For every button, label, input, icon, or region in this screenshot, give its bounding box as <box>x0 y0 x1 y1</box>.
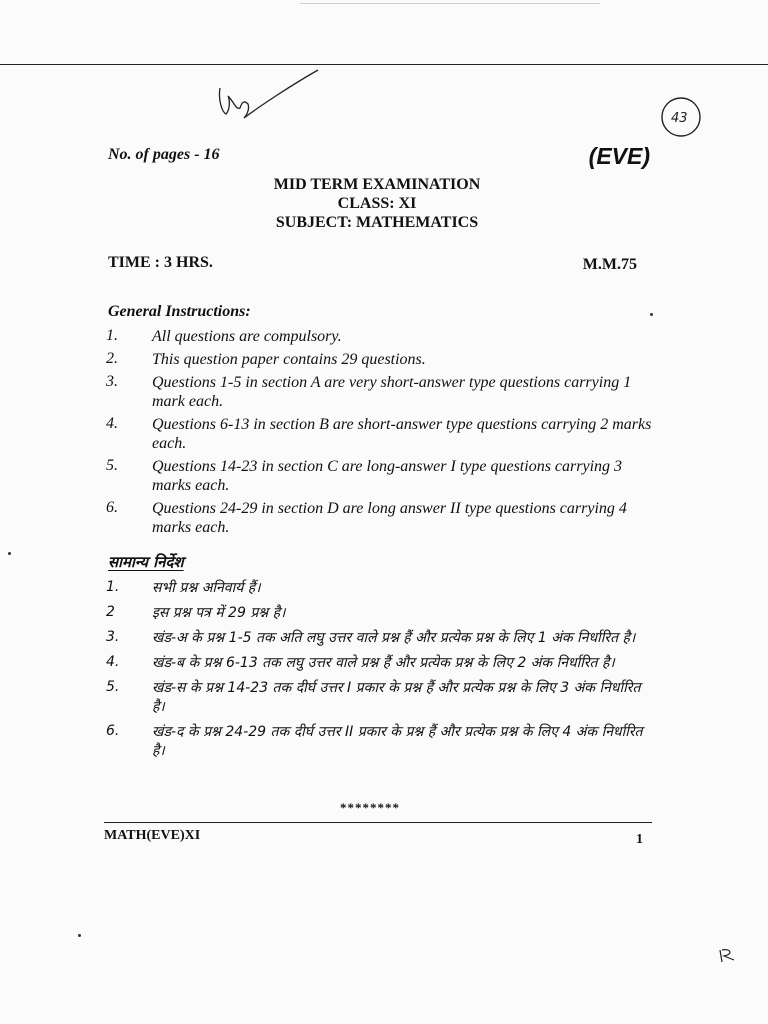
item-text: खंड-द के प्रश्न 24-29 तक दीर्घ उत्तर II प्रकार के प्रश्न हैं और प्रत्येक प्रश्न के लिए 4 अंक निर्धारित है। <box>152 724 643 759</box>
instructions-heading: General Instructions: <box>108 303 251 320</box>
list-item <box>106 654 656 673</box>
item-text: This question paper contains 29 questions. <box>152 351 426 368</box>
maximum-marks: M.M.75 <box>582 256 637 273</box>
item-text: खंड-अ के प्रश्न 1-5 तक अति लघु उत्तर वाले प्रश्न हैं और प्रत्येक प्रश्न के लिए 1 अंक निर्धारित है। <box>152 630 636 646</box>
page-count: No. of pages - 16 <box>108 146 220 163</box>
item-text: खंड-स के प्रश्न 14-23 तक दीर्घ उत्तर I प्रकार के प्रश्न हैं और प्रत्येक प्रश्न के लिए 3 अंक निर्धारित है। <box>152 680 641 715</box>
scan-edge-line <box>300 3 600 4</box>
scan-speck <box>8 552 11 555</box>
item-number: 1. <box>106 579 120 595</box>
list-item <box>106 327 656 346</box>
corner-pen-mark <box>716 946 740 966</box>
class-title: CLASS: XI <box>337 195 417 212</box>
item-text: Questions 14-23 in section C are long-answer I type questions carrying 3 marks each. <box>152 458 623 494</box>
scan-speck <box>78 934 81 937</box>
item-text: इस प्रश्न पत्र में 29 प्रश्न है। <box>152 605 286 621</box>
hindi-instructions-heading: सामान्य निर्देश <box>108 553 184 571</box>
list-item <box>106 723 656 761</box>
footer-rule <box>104 822 652 823</box>
list-item <box>106 499 656 537</box>
list-item <box>106 604 656 623</box>
subject-title: SUBJECT: MATHEMATICS <box>275 214 479 231</box>
separator-stars: ******** <box>340 800 400 815</box>
item-number: 6. <box>106 723 120 739</box>
item-text: Questions 24-29 in section D are long answer II type questions carrying 4 marks each. <box>152 500 627 536</box>
page-number: 1 <box>636 832 643 847</box>
item-number: 5. <box>106 457 118 474</box>
item-number: 3. <box>106 373 118 390</box>
instructions-list <box>106 327 656 537</box>
item-number: 6. <box>106 499 118 516</box>
exam-title: MID TERM EXAMINATION <box>273 176 481 193</box>
list-item <box>106 415 656 453</box>
top-rule <box>0 64 768 65</box>
handwritten-signature <box>200 66 330 126</box>
scan-speck <box>650 313 653 316</box>
item-number: 3. <box>106 629 120 645</box>
list-item <box>106 629 656 648</box>
footer-code: MATH(EVE)XI <box>104 828 201 843</box>
list-item <box>106 373 656 411</box>
item-number: 2. <box>106 350 118 367</box>
item-number: 4. <box>106 415 118 432</box>
item-number: 5. <box>106 679 120 695</box>
item-text: All questions are compulsory. <box>152 328 342 345</box>
list-item <box>106 679 656 717</box>
list-item <box>106 350 656 369</box>
list-item <box>106 457 656 495</box>
circled-mark <box>658 94 704 140</box>
circled-mark-text: 43 <box>671 111 688 126</box>
set-code: (EVE) <box>588 143 650 169</box>
item-number: 4. <box>106 654 120 670</box>
item-number: 2 <box>106 604 115 620</box>
hindi-instructions-list <box>106 579 656 761</box>
list-item <box>106 579 656 598</box>
item-text: Questions 6-13 in section B are short-answer type questions carrying 2 marks each. <box>152 416 652 452</box>
item-text: Questions 1-5 in section A are very short-answer type questions carrying 1 mark each. <box>152 374 632 410</box>
time-allowed: TIME : 3 HRS. <box>108 254 213 271</box>
item-text: खंड-ब के प्रश्न 6-13 तक लघु उत्तर वाले प्रश्न हैं और प्रत्येक प्रश्न के लिए 2 अंक निर्धारित है। <box>152 655 615 671</box>
item-number: 1. <box>106 327 118 344</box>
item-text: सभी प्रश्न अनिवार्य हैं। <box>152 580 261 596</box>
